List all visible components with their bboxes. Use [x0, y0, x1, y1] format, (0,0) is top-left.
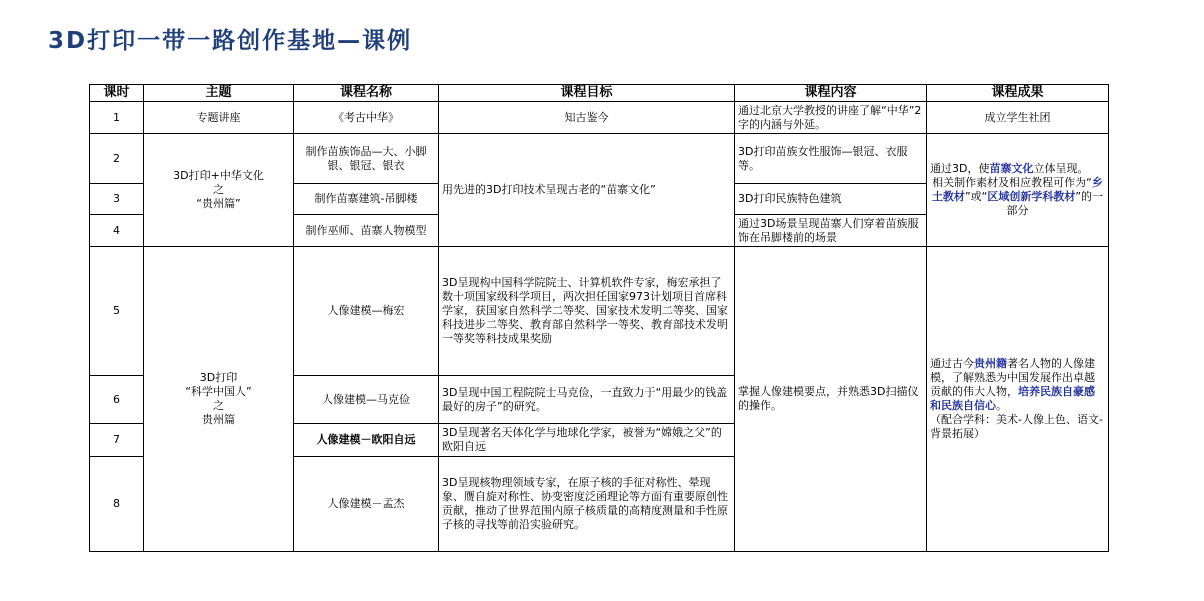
- course-goal-cell: 3D呈现中国工程院院士马克俭，一直致力于“用最少的钱盖最好的房子”的研究。: [439, 376, 735, 424]
- course-content-cell: 通过3D场景呈现苗寨人们穿着苗族服饰在吊脚楼前的场景: [735, 215, 927, 247]
- course-name-cell: 人像建模—马克俭: [294, 376, 439, 424]
- course-name-cell: 人像建模－欧阳自远: [294, 424, 439, 457]
- header-theme: 主题: [144, 85, 294, 102]
- theme-line: 之: [213, 183, 224, 196]
- course-name-cell: 制作巫师、苗寨人物模型: [294, 215, 439, 247]
- theme-cell: 专题讲座: [144, 102, 294, 134]
- hour-cell: 4: [90, 215, 144, 247]
- hour-cell: 3: [90, 184, 144, 215]
- result-paragraph: 相关制作素材及相应教程可作为“乡土教材”或“区域创新学科教材”的一部分: [931, 176, 1104, 217]
- hour-cell: 1: [90, 102, 144, 134]
- result-note: （配合学科：美术-人像上色、语文-背景拓展）: [930, 413, 1103, 440]
- course-content-cell: 通过北京大学教授的讲座了解“中华”2字的内涵与外延。: [735, 102, 927, 134]
- header-row: [90, 85, 1109, 102]
- course-name-cell: 人像建模－孟杰: [294, 457, 439, 552]
- header-course-content: 课程内容: [735, 85, 927, 102]
- hour-cell: 5: [90, 247, 144, 376]
- course-name-cell: 人像建模—梅宏: [294, 247, 439, 376]
- course-goal-cell: 知古鉴今: [439, 102, 735, 134]
- header-course-name: 课程名称: [294, 85, 439, 102]
- course-content-cell: 3D打印民族特色建筑: [735, 184, 927, 215]
- hour-cell: 7: [90, 424, 144, 457]
- course-result-cell-culture: [927, 134, 1109, 247]
- theme-line: 3D打印+中华文化: [173, 169, 264, 182]
- course-content-cell-scientists: 掌握人像建模要点，并熟悉3D扫描仪的操作。: [735, 247, 927, 552]
- course-goal-cell: 3D呈现核物理领域专家，在原子核的手征对称性、晕现象、赝自旋对称性、协变密度泛函理论等方面有重要原创性贡献，推动了世界范围内原子核质量的高精度测量和手性原子核的寻找等前沿实验研究。: [439, 457, 735, 552]
- theme-line: 之: [213, 399, 224, 412]
- theme-line: 贵州篇: [202, 413, 235, 426]
- course-result-cell-scientists: [927, 247, 1109, 552]
- header-course-goal: 课程目标: [439, 85, 735, 102]
- theme-line: “科学中国人”: [185, 385, 252, 398]
- course-name-cell: 制作苗族饰品—大、小脚银、银冠、银衣: [294, 134, 439, 184]
- page-title: 3D打印一带一路创作基地—课例: [48, 28, 413, 54]
- theme-cell-scientists: [144, 247, 294, 552]
- result-paragraph: 通过古今贵州籍著名人物的人像建模，了解熟悉为中国发展作出卓越贡献的伟大人物，培养民族自豪感和民族自信心。: [930, 357, 1095, 412]
- header-hour: 课时: [90, 85, 144, 102]
- theme-line: 3D打印: [199, 371, 238, 384]
- course-table: [89, 84, 1109, 552]
- course-goal-cell: 3D呈现构中国科学院院士、计算机软件专家，梅宏承担了数十项国家级科学项目，两次担任国家973计划项目首席科学家，获国家自然科学二等奖、国家技术发明二等奖、国家科技进步二等奖、教育部自然科学一等奖、教育部技术发明一等奖等科技成果奖励: [439, 247, 735, 376]
- course-goal-cell-culture: 用先进的3D打印技术呈现古老的“苗寨文化”: [439, 134, 735, 247]
- theme-cell-culture: [144, 134, 294, 247]
- result-paragraph: 通过3D，使苗寨文化立体呈现。: [930, 162, 1089, 175]
- header-course-result: 课程成果: [927, 85, 1109, 102]
- course-name-cell: 《考古中华》: [294, 102, 439, 134]
- hour-cell: 8: [90, 457, 144, 552]
- table-row: [90, 247, 1109, 376]
- course-content-cell: 3D打印苗族女性服饰—银冠、衣服等。: [735, 134, 927, 184]
- hour-cell: 2: [90, 134, 144, 184]
- hour-cell: 6: [90, 376, 144, 424]
- course-name-cell: 制作苗寨建筑-吊脚楼: [294, 184, 439, 215]
- table-row: [90, 102, 1109, 134]
- table-row: [90, 134, 1109, 184]
- course-result-cell: 成立学生社团: [927, 102, 1109, 134]
- course-goal-cell: 3D呈现著名天体化学与地球化学家，被誉为“嫦娥之父”的欧阳自远: [439, 424, 735, 457]
- theme-line: “贵州篇”: [196, 197, 241, 210]
